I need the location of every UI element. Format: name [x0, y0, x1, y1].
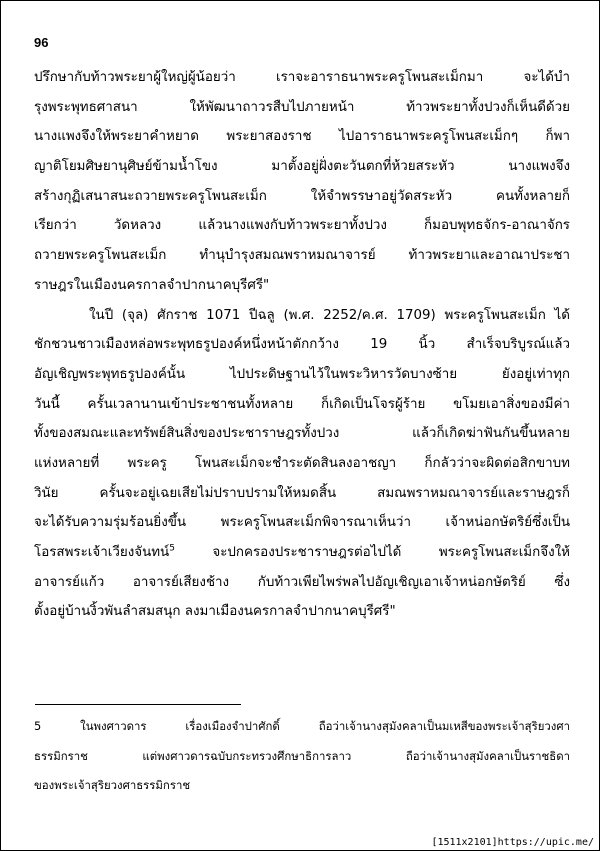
- footnotes: [34, 713, 570, 798]
- paragraph-2-line: วินัย ครั้นจะอยู่เฉยเสียไม่ปราบปรามให้หมดสิ้น สมณพราหมณาจารย์และราษฎรก็: [34, 485, 570, 501]
- paragraph-1-line: ถวายพระครูโพนสะเม็ก ทำนุบำรุงสมณพราหมณาจารย์ ท้าวพระยาและอาณาประชา: [34, 248, 570, 264]
- paragraph-1-line: เรียกว่า วัดหลวง แล้วนางแพงกับท้าวพระยาทั้งปวง ก็มอบพุทธจักร-อาณาจักร: [34, 218, 570, 234]
- paragraph-2-text: จะปกครองประชาราษฎรต่อไปได้ พระครูโพนสะเม็กจึงให้: [212, 545, 570, 561]
- paragraph-2-line: อัญเชิญพระพุทธรูปองค์นั้น ไปประดิษฐานไว้ในพระวิหารวัดบางซ้าย ยังอยู่เท่าทุก: [34, 366, 570, 382]
- paragraph-2-text: โอรสพระเจ้าเวียงจันทน์: [34, 545, 170, 561]
- paragraph-2-line: ชักชวนชาวเมืองหล่อพระพุทธรูปองค์หนึ่งหน้าตักกว้าง 19 นิ้ว สำเร็จบริบูรณ์แล้ว: [34, 337, 570, 353]
- paragraph-1-line: ญาติโยมศิษยานุศิษย์ข้ามน้ำโขง มาตั้งอยู่ฝั่งตะวันตกที่ห้วยสระหัว นางแพงจึง: [34, 159, 570, 175]
- paragraph-2-line: ทั้งของสมณะและทรัพย์สินสิ่งของประชาราษฎรทั้งปวง แล้วก็เกิดฆ่าฟันกันขึ้นหลาย: [34, 426, 570, 442]
- paragraph-2-line: อาจารย์แก้ว อาจารย์เสียงช้าง กับท้าวเพียไพร่พลไปอัญเชิญเอาเจ้าหน่อกษัตริย์ ซึ่ง: [34, 574, 570, 590]
- footnote-line: ธรรมิกราช แต่พงศาวดารฉบับกระทรวงศึกษาธิการลาว ถือว่าเจ้านางสุมังคลาเป็นราชธิดา: [34, 748, 570, 763]
- paragraph-1-line: ราษฎรในเมืองนครกาลจำปากนาคบุรีศรี": [34, 277, 270, 293]
- footnote-line: 5 ในพงศาวดาร เรื่องเมืองจำปาศักดิ์ ถือว่าเจ้านางสุมังคลาเป็นมเหสีของพระเจ้าสุริยวงศา: [34, 719, 570, 733]
- page-number: 96: [34, 35, 49, 50]
- watermark-text: [1511x2101]https://upic.me/: [431, 837, 594, 848]
- paragraph-2-line: แห่งหลายที่ พระครู โพนสะเม็กจะชำระตัดสินลงอาชญา ก็กลัวว่าจะผิดต่อสิกขาบท: [34, 455, 570, 471]
- paragraph-2-line-with-footnote: [34, 538, 570, 568]
- footnote-divider: [35, 704, 241, 705]
- paragraph-1-line: นางแพงจึงให้พระยาคำหยาด พระยาสองราช ไปอาราธนาพระครูโพนสะเม็กๆ ก็พา: [34, 129, 570, 145]
- paragraph-1-line: ปรึกษากับท้าวพระยาผู้ใหญ่ผู้น้อยว่า เราจะอาราธนาพระครูโพนสะเม็กมา จะได้บำ: [34, 70, 570, 85]
- body-text: [34, 63, 570, 627]
- paragraph-1-line: สร้างกุฏิเสนาสนะถวายพระครูโพนสะเม็ก ให้จำพรรษาอยู่วัดสระหัว คนทั้งหลายก็: [34, 188, 570, 204]
- footnote-line: ของพระเจ้าสุริยวงศาธรรมิกราช: [34, 778, 191, 793]
- paragraph-2-line: ในปี (จุล) ศักราช 1071 ปีฉลู (พ.ศ. 2252/ค.ศ. 1709) พระครูโพนสะเม็ก ได้: [89, 307, 570, 323]
- paragraph-1-line: รุงพระพุทธศาสนา ให้พัฒนาถาวรสืบไปภายหน้า ท้าวพระยาทั้งปวงก็เห็นดีด้วย: [34, 99, 570, 115]
- paragraph-2-line: จะได้รับความรุ่มร้อนยิ่งขึ้น พระครูโพนสะเม็กพิจารณาเห็นว่า เจ้าหน่อกษัตริย์ซึ่งเป็น: [34, 515, 570, 531]
- footnote-reference[interactable]: 5: [169, 543, 175, 554]
- paragraph-2-line: วันนี้ ครั้นเวลานานเข้าประชาชนทั้งหลาย ก็เกิดเป็นโจรผู้ร้าย ขโมยเอาสิ่งของมีค่า: [34, 396, 570, 412]
- paragraph-2-line: ตั้งอยู่บ้านงิ้วพันลำสมสนุก ลงมาเมืองนครกาลจำปากนาคบุรีศรี": [34, 604, 396, 620]
